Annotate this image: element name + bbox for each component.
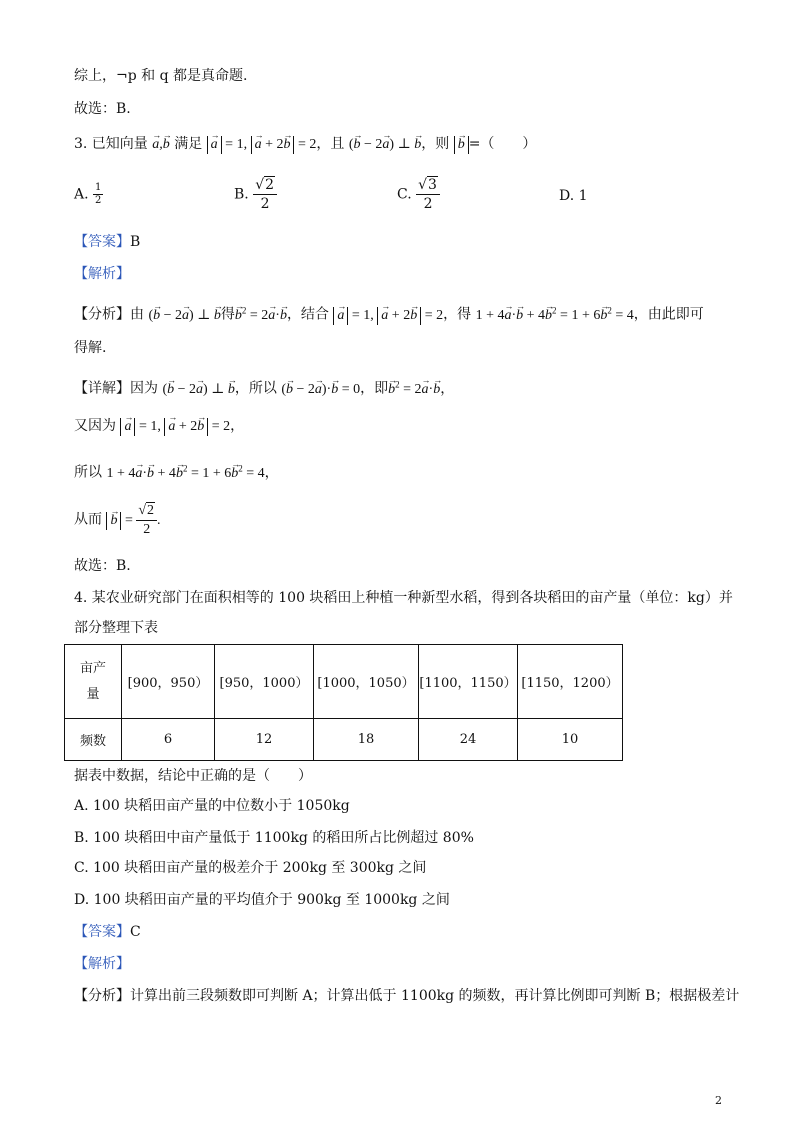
fenxi-de: 得 bbox=[220, 306, 235, 323]
fenxi-eq1: → $b^2 = 2\to a\cdot\to b$ bbox=[235, 308, 287, 323]
q3-option-a bbox=[74, 182, 103, 207]
fenxi-cond2: → a = 1, → a + 2→ b = 2 bbox=[333, 308, 443, 323]
table-cell: [1100，1150） bbox=[419, 645, 518, 719]
fenxi-cond: (→ b − 2→ a) ⊥ → b bbox=[148, 308, 220, 323]
q3-option-c bbox=[397, 176, 440, 213]
option-a-label: A. bbox=[74, 186, 89, 203]
xiangjie-suoyi: ，所以 bbox=[234, 380, 277, 397]
choice-3-text: 故选：B. bbox=[74, 558, 131, 574]
table-header-cell bbox=[65, 645, 122, 719]
table-cell: [950，1000） bbox=[215, 645, 314, 719]
suoyi-text: 所以 bbox=[74, 464, 102, 481]
answer-value: B bbox=[130, 234, 141, 250]
xiangjie-eq: (→ b − 2→ a)·→ b = 0 bbox=[281, 382, 360, 397]
choice-prev-line bbox=[74, 99, 131, 119]
question-3 bbox=[74, 134, 536, 155]
summary-line bbox=[74, 66, 247, 86]
q3-option-d bbox=[559, 186, 588, 206]
choice-3-line bbox=[74, 556, 131, 576]
q4-line2-text: 部分整理下表 bbox=[74, 620, 158, 636]
youyinwei-text: 又因为 bbox=[74, 418, 116, 434]
analysis-tag: 【解析】 bbox=[74, 266, 130, 282]
q3-option-b bbox=[234, 176, 277, 213]
choice-prev-text: 故选：B. bbox=[74, 101, 131, 117]
q4-option-a-text: A. 100 块稻田亩产量的中位数小于 1050kg bbox=[74, 798, 350, 814]
option-b-label: B. bbox=[234, 186, 249, 203]
table-cell: [1150，1200） bbox=[518, 645, 623, 719]
fenxi-eq2: $1 + 4\to a\cdot\to b + 4\to b^2 = 1 + 6\to b^2 = 4$ bbox=[476, 308, 634, 323]
yield-table bbox=[64, 644, 623, 761]
q4-after-text: 据表中数据，结论中正确的是（ ） bbox=[74, 768, 312, 784]
youyinwei-line bbox=[74, 416, 244, 437]
fenxi4-tag: 【分析】 bbox=[74, 988, 130, 1004]
question-4-line1 bbox=[74, 588, 733, 608]
xiangjie-yinwei: 因为 bbox=[130, 380, 158, 397]
q4-after-table bbox=[74, 766, 312, 786]
xiangjie-ji: ，即 bbox=[360, 380, 389, 397]
fenxi-you: 由 bbox=[130, 306, 144, 323]
table-cell: 18 bbox=[314, 719, 419, 761]
header-label-1: 亩产 bbox=[79, 660, 106, 676]
conger-eq: → b = $\frac{√2}{2}$ . bbox=[106, 513, 160, 528]
fenxi-de2: ，得 bbox=[443, 306, 472, 323]
table-cell: 频数 bbox=[65, 719, 122, 761]
answer-tag: 【答案】 bbox=[74, 234, 130, 250]
q3-target: → b bbox=[454, 137, 469, 152]
option-b-frac: $\frac{√2}{2}$ bbox=[253, 176, 277, 213]
xiangjie-3 bbox=[74, 374, 454, 400]
table-cell: 24 bbox=[419, 719, 518, 761]
fenxi4-text: 计算出前三段频数即可判断 A；计算出低于 1100kg 的频数，再计算比例即可判断 B；根据极差计 bbox=[130, 988, 740, 1004]
answer-3 bbox=[74, 232, 140, 252]
conger-text: 从而 bbox=[74, 511, 102, 528]
q3-blank: =（ ） bbox=[468, 136, 537, 152]
q3-condition-2: (→ b − 2→ a) ⊥ → b bbox=[349, 137, 421, 152]
table-cell: [1000，1050） bbox=[314, 645, 419, 719]
q3-condition-1: → a = 1, → a + 2→ b = 2 bbox=[207, 137, 317, 152]
fenxi-4 bbox=[74, 986, 739, 1006]
q4-option-d bbox=[74, 890, 450, 910]
fenxi-3 bbox=[74, 300, 704, 326]
table-cell: 6 bbox=[122, 719, 215, 761]
table-row bbox=[65, 719, 623, 761]
q3-and: ，且 bbox=[316, 136, 345, 152]
q3-prefix: 3. 已知向量 bbox=[74, 136, 148, 152]
q4-option-c bbox=[74, 858, 426, 878]
analysis-3 bbox=[74, 264, 130, 284]
q4-option-b bbox=[74, 828, 474, 848]
suoyi-line bbox=[74, 458, 279, 484]
q4-option-d-text: D. 100 块稻田亩产量的平均值介于 900kg 至 1000kg 之间 bbox=[74, 892, 450, 908]
conger-line bbox=[74, 502, 161, 539]
table-row bbox=[65, 645, 623, 719]
analysis4-tag: 【解析】 bbox=[74, 956, 130, 972]
answer4-value: C bbox=[130, 924, 141, 940]
question-4-line2 bbox=[74, 618, 158, 638]
fenxi-3-line2 bbox=[74, 338, 106, 358]
option-d-text: D. 1 bbox=[559, 188, 588, 204]
q3-satisfy: 满足 bbox=[174, 136, 203, 152]
q3-then: ，则 bbox=[421, 136, 450, 152]
analysis-4 bbox=[74, 954, 130, 974]
q4-line1-text: 4. 某农业研究部门在面积相等的 100 块稻田上种植一种新型水稻，得到各块稻田的亩产量（单位：kg）并 bbox=[74, 590, 733, 606]
fenxi-tag: 【分析】 bbox=[74, 306, 130, 323]
summary-text: 综上，¬p 和 q 都是真命题. bbox=[74, 68, 248, 84]
q4-option-b-text: B. 100 块稻田中亩产量低于 1100kg 的稻田所占比例超过 80% bbox=[74, 830, 474, 846]
suoyi-eq: $1 + 4\to a\cdot\to b + 4\to b^2 = 1 + 6\to b^2 = 4$， bbox=[106, 466, 278, 481]
xiangjie-eq2: → $b^2 = 2\to a\cdot\to b$， bbox=[388, 382, 454, 397]
header-label-2: 量 bbox=[86, 686, 100, 702]
fenxi-line2: 得解. bbox=[74, 340, 107, 356]
fenxi-tail: ，由此即可 bbox=[633, 306, 704, 323]
page-number: 2 bbox=[715, 1094, 722, 1107]
option-c-frac: $\frac{√3}{2}$ bbox=[416, 176, 440, 213]
table-cell: 12 bbox=[215, 719, 314, 761]
q4-option-a bbox=[74, 796, 350, 816]
xiangjie-tag: 【详解】 bbox=[74, 380, 130, 397]
q4-option-c-text: C. 100 块稻田亩产量的极差介于 200kg 至 300kg 之间 bbox=[74, 860, 427, 876]
table-cell: 10 bbox=[518, 719, 623, 761]
option-c-label: C. bbox=[397, 186, 412, 203]
xiangjie-cond: (→ b − 2→ a) ⊥ → b bbox=[162, 382, 234, 397]
option-a-frac: $\frac{1}{2}$ bbox=[95, 182, 102, 206]
fenxi-jiehe: ，结合 bbox=[286, 306, 329, 323]
youyinwei-eq: → a = 1, → a + 2→ b = 2， bbox=[120, 419, 244, 434]
table-cell: [900，950） bbox=[122, 645, 215, 719]
answer-4 bbox=[74, 922, 141, 942]
answer4-tag: 【答案】 bbox=[74, 924, 130, 940]
q3-vectors: → a,→ b bbox=[152, 137, 170, 152]
